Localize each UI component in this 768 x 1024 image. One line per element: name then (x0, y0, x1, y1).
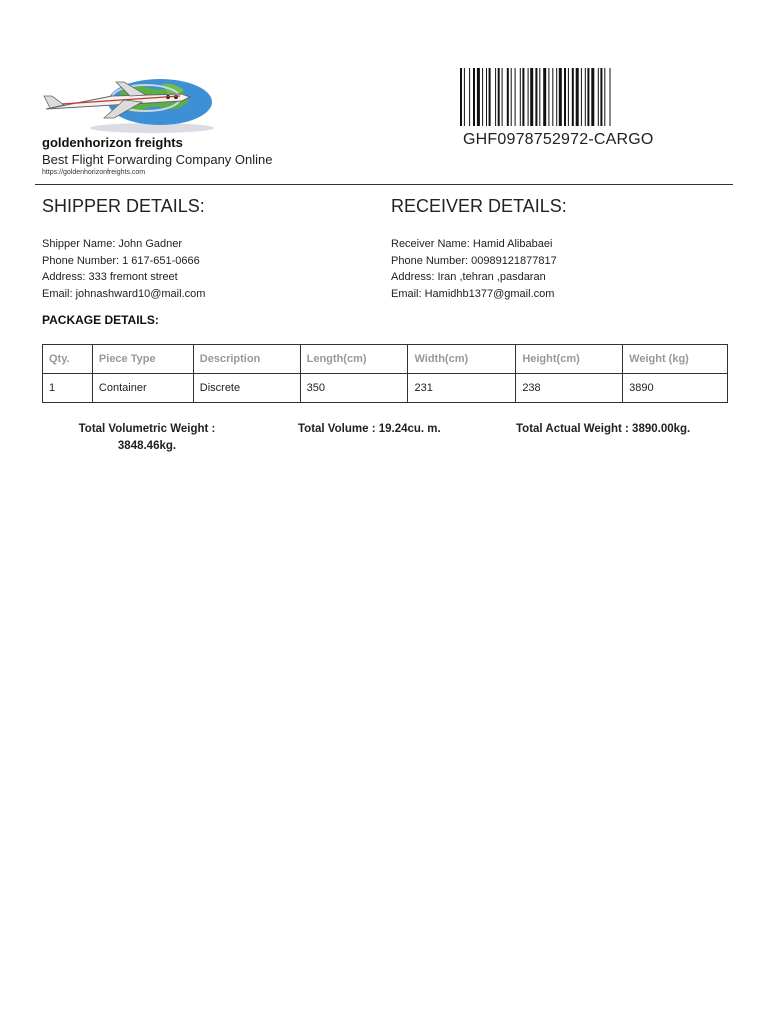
package-table (42, 344, 728, 403)
cell-height: 238 (516, 374, 623, 403)
receiver-info (391, 236, 557, 302)
cell-piece-type: Container (92, 374, 193, 403)
cell-width: 231 (408, 374, 516, 403)
column-header-width: Width(cm) (408, 345, 516, 374)
shipper-phone: Phone Number: 1 617-651-0666 (42, 254, 200, 267)
table-header-row (43, 345, 728, 374)
column-header-qty: Qty. (43, 345, 93, 374)
shipper-address: Address: 333 fremont street (42, 271, 178, 283)
receiver-phone: Phone Number: 00989121877817 (391, 254, 557, 267)
total-volumetric-weight-value: 3848.46kg. (117, 440, 177, 452)
package-details-title: PACKAGE DETAILS: (42, 313, 159, 327)
table-row (43, 374, 728, 403)
company-name: goldenhorizon freights (42, 135, 183, 150)
cell-qty: 1 (43, 374, 93, 403)
cell-weight: 3890 (623, 374, 728, 403)
column-header-length: Length(cm) (300, 345, 408, 374)
cell-description: Discrete (193, 374, 300, 403)
column-header-height: Height(cm) (516, 345, 623, 374)
shipper-info (42, 236, 205, 302)
plane-over-globe-icon (42, 72, 218, 134)
tracking-number: GHF0978752972-CARGO (463, 131, 654, 148)
total-volumetric-weight-label: Total Volumetric Weight : (78, 423, 216, 435)
receiver-email: Email: Hamidhb1377@gmail.com (391, 287, 555, 300)
company-website: https://goldenhorizonfreights.com (42, 169, 146, 176)
total-volumetric-weight (62, 421, 232, 455)
barcode-icon (460, 68, 656, 126)
header-divider (35, 184, 733, 185)
column-header-description: Description (193, 345, 300, 374)
shipper-name: Shipper Name: John Gadner (42, 238, 183, 250)
column-header-weight: Weight (kg) (623, 345, 728, 374)
receiver-address: Address: Iran ,tehran ,pasdaran (391, 271, 546, 283)
total-volume: Total Volume : 19.24cu. m. (298, 423, 441, 435)
total-actual-weight: Total Actual Weight : 3890.00kg. (516, 423, 691, 435)
cell-length: 350 (300, 374, 408, 403)
company-tagline: Best Flight Forwarding Company Online (42, 152, 273, 167)
shipper-details-title: SHIPPER DETAILS: (42, 196, 205, 216)
receiver-name: Receiver Name: Hamid Alibabaei (391, 238, 553, 250)
receiver-details-title: RECEIVER DETAILS: (391, 196, 567, 216)
shipper-email: Email: johnashward10@mail.com (42, 287, 206, 300)
column-header-piece-type: Piece Type (92, 345, 193, 374)
